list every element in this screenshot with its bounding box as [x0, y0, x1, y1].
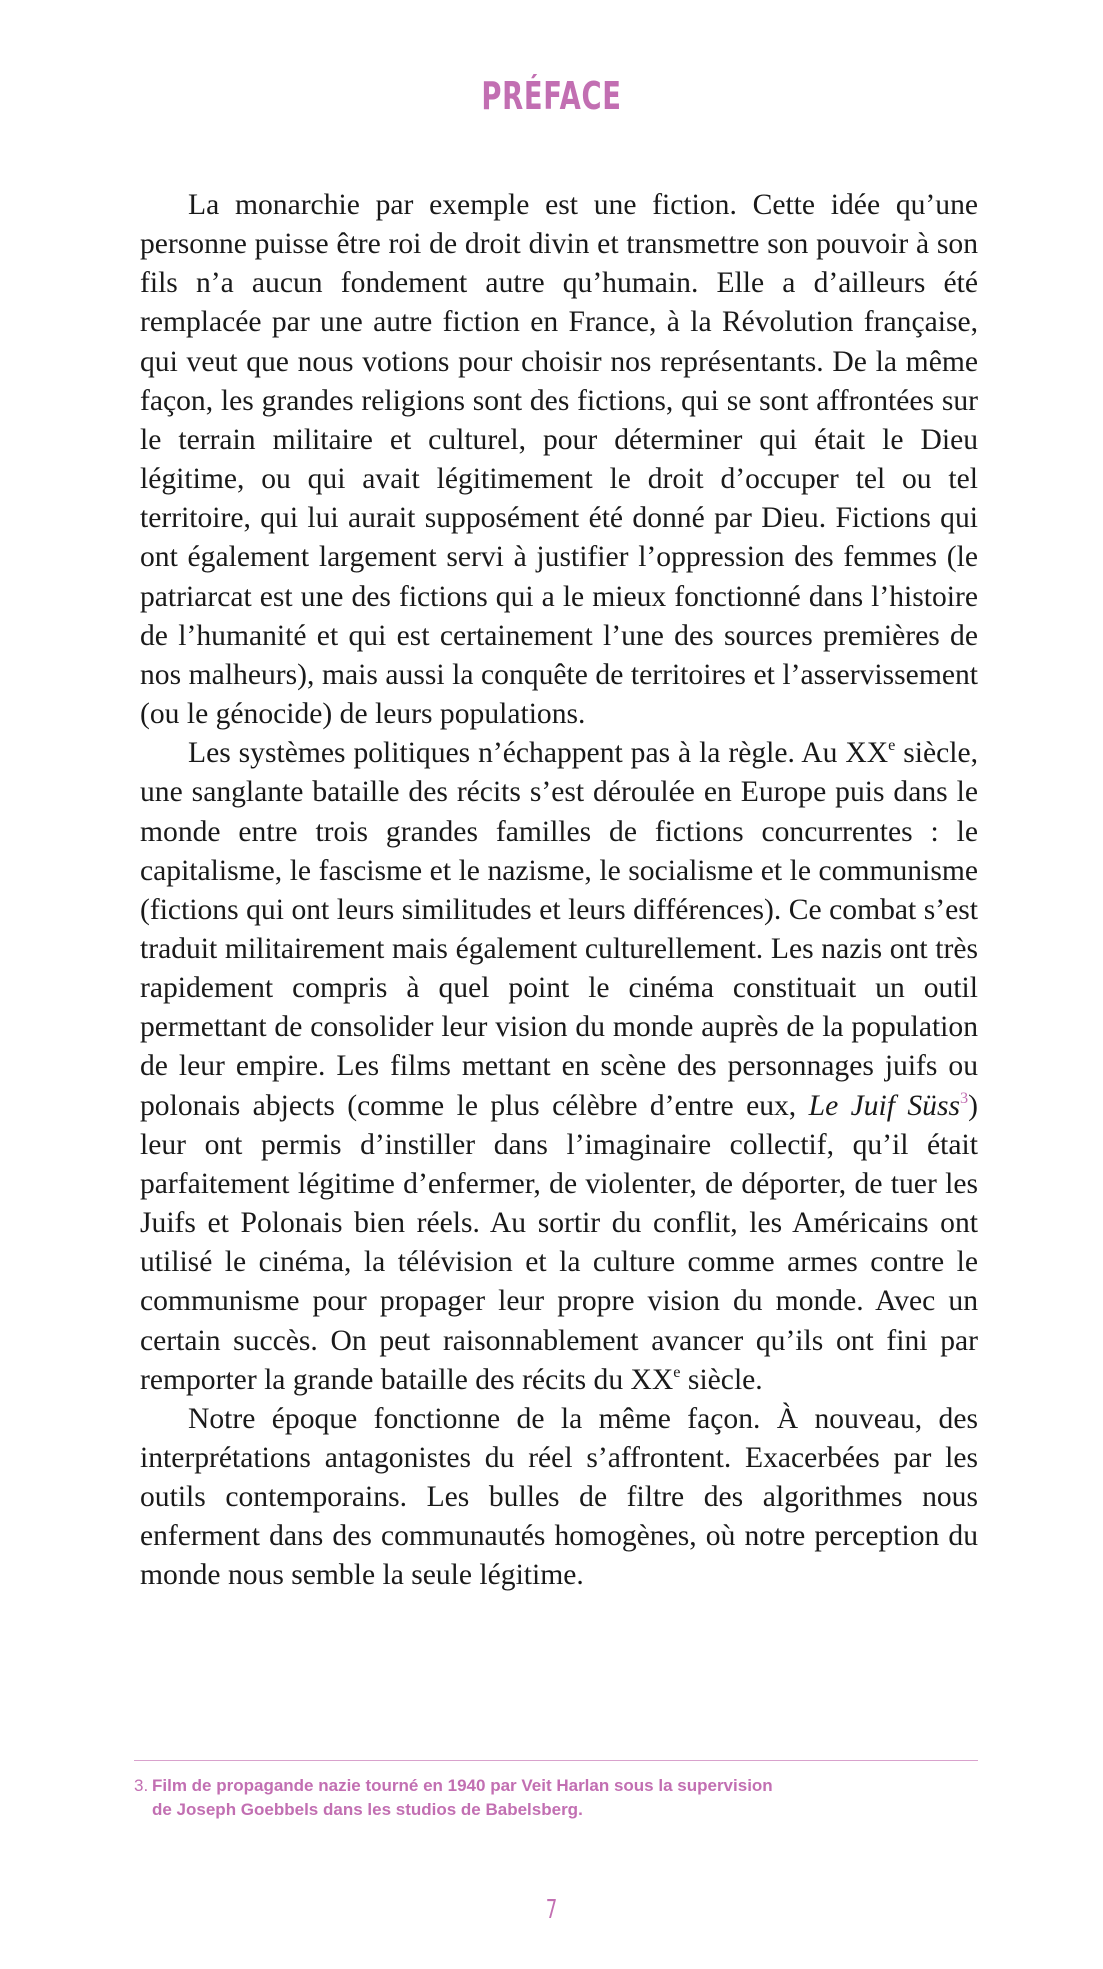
paragraph-2 — [140, 734, 978, 1400]
paragraph-3: Notre époque fonctionne de la même façon. À nouveau, des interprétations antagonistes du réel s’affrontent. Exacerbées par les outils contemporains. Les bulles de filtre des algorithmes nous enferment dans des communautés homogènes, où notre perception du monde nous semble la seule légitime. — [140, 1402, 978, 1592]
paragraph-1: La monarchie par exemple est une fiction. Cette idée qu’une personne puisse être roi de droit divin et transmettre son pouvoir à son fils n’a aucun fondement autre qu’humain. Elle a d’ailleurs été remplacée par une autre fiction en France, à la Révolution française, qui veut que nous votions pour choisir nos représentants. De la même façon, les grandes religions sont des fictions, qui se sont affrontées sur le terrain militaire et culturel, pour déterminer qui était le Dieu légitime, ou qui avait légitimement le droit d’occuper tel ou tel territoire, qui lui aurait supposément été donné par Dieu. Fictions qui ont également largement servi à justifier l’oppression des femmes (le patriarcat est une des fictions qui a le mieux fonctionné dans l’histoire de l’humanité et qui est certainement l’une des sources premières de nos malheurs), mais aussi la conquête de territoires et l’asservissement (ou le génocide) de leurs populations. — [140, 189, 978, 731]
footnote-line-2: de Joseph Goebbels dans les studios de Babelsberg. — [152, 1800, 583, 1819]
paragraph-2-part-c: ) leur ont permis d’instiller dans l’imaginaire collectif, qu’il était parfaitement légitime d’enfermer, de violenter, de déporter, de tuer les Juifs et Polonais bien réels. Au sortir du conflit, les Américains ont utilisé le cinéma, la télévision et la culture comme armes contre le communisme pour propager leur propre vision du monde. Avec un certain succès. On peut raisonnablement avancer qu’ils ont fini par remporter la grande bataille des récits du XX — [140, 1089, 978, 1396]
footnote-line-1: Film de propagande nazie tourné en 1940 par Veit Harlan sous la supervision — [152, 1776, 773, 1795]
paragraph-2-part-a: Les systèmes politiques n’échappent pas à la règle. Au XX — [188, 737, 889, 770]
paragraph-2-part-b: siècle, une sanglante bataille des récits s’est déroulée en Europe puis dans le monde entre trois grandes familles de fictions concurrentes : le capitalisme, le fascisme et le nazisme, le socialisme et le communisme (fictions qui ont leurs similitudes et leurs différences). Ce combat s’est traduit militairement mais également culturellement. Les nazis ont très rapidement compris à quel point le cinéma constituait un outil permettant de consolider leur vision du monde auprès de la population de leur empire. Les films mettant en scène des personnages juifs ou polonais abjects (comme le plus célèbre d’entre eux, — [140, 737, 978, 1122]
footnote-reference[interactable]: 3 — [960, 1087, 969, 1107]
footnote-number: 3. — [134, 1776, 149, 1795]
footnote — [134, 1774, 978, 1822]
superscript-e: e — [888, 734, 896, 754]
superscript-e: e — [673, 1361, 681, 1381]
body-text — [140, 186, 978, 1596]
page-title: PRÉFACE — [481, 74, 622, 118]
paragraph-2-part-d: siècle. — [680, 1363, 763, 1396]
footnote-divider — [134, 1760, 978, 1761]
film-title: Le Juif Süss — [808, 1089, 960, 1122]
page-number: 7 — [545, 1895, 558, 1925]
